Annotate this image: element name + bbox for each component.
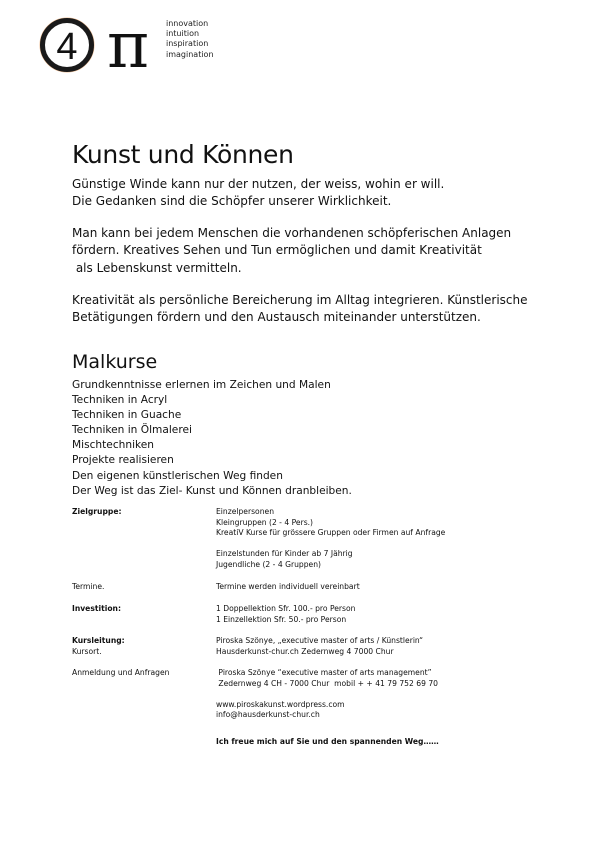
value-line: Einzelpersonen xyxy=(216,507,275,516)
tagline-line: imagination xyxy=(166,49,214,59)
text-line: als Lebenskunst vermitteln. xyxy=(72,260,242,275)
section-heading-malkurse: Malkurse xyxy=(72,351,158,373)
detail-label: Kursleitung: xyxy=(72,636,125,645)
intro-paragraph-2 xyxy=(72,225,511,277)
text-line: Günstige Winde kann nur der nutzen, der weiss, wohin er will. xyxy=(72,177,445,191)
detail-value xyxy=(216,668,438,721)
value-line: 1 Einzellektion Sfr. 50.- pro Person xyxy=(216,614,347,624)
course-item: Techniken in Acryl xyxy=(72,394,168,407)
closing-line: Ich freue mich auf Sie und den spannenden Weg…… xyxy=(216,737,439,746)
detail-label: Anmeldung und Anfragen xyxy=(72,668,170,677)
tagline-line: innovation xyxy=(166,19,209,28)
intro-paragraph-1 xyxy=(72,176,444,211)
detail-value xyxy=(216,507,445,571)
detail-label: Zielgruppe: xyxy=(72,507,122,516)
course-item: Projekte realisieren xyxy=(72,454,174,467)
course-item: Den eigenen künstlerischen Weg finden xyxy=(72,469,283,482)
detail-value: Termine werden individuell vereinbart xyxy=(216,582,360,591)
logo-numeral: 4 xyxy=(56,26,78,68)
value-line: Kleingruppen (2 - 4 Pers.) xyxy=(216,517,314,527)
course-item: Mischtechniken xyxy=(72,439,154,452)
tagline-line: intuition xyxy=(166,29,200,39)
website-link[interactable]: www.piroskakunst.wordpress.com xyxy=(216,699,345,709)
value-line xyxy=(216,689,438,700)
course-item: Techniken in Ölmalerei xyxy=(72,424,192,437)
course-item: Techniken in Guache xyxy=(72,409,182,422)
detail-value xyxy=(216,604,355,625)
course-list xyxy=(72,378,352,499)
detail-label: Termine. xyxy=(72,582,105,591)
email-link[interactable]: info@hausderkunst-chur.ch xyxy=(216,710,320,720)
text-line: fördern. Kreatives Sehen und Tun ermöglichen und damit Kreativität xyxy=(72,243,482,258)
intro-paragraph-3 xyxy=(72,292,528,327)
detail-value xyxy=(216,636,423,657)
page-title: Kunst und Können xyxy=(72,140,294,169)
logo-tagline xyxy=(166,19,214,60)
value-line: Jugendliche (2 - 4 Gruppen) xyxy=(216,559,321,569)
detail-label: Investition: xyxy=(72,604,121,613)
detail-label: Kursort. xyxy=(72,646,102,656)
value-line: Zedernweg 4 CH - 7000 Chur mobil + + 41 79 752 69 70 xyxy=(216,678,438,688)
value-line: Hausderkunst-chur.ch Zedernweg 4 7000 Chur xyxy=(216,646,394,656)
value-line: Einzelstunden für Kinder ab 7 Jährig xyxy=(216,549,353,559)
value-line: Piroska Szönye, „executive master of arts / Künstlerin“ xyxy=(216,636,424,645)
value-line: KreatiV Kurse für grössere Gruppen oder Firmen auf Anfrage xyxy=(216,528,446,538)
tagline-line: inspiration xyxy=(166,39,209,49)
text-line: Die Gedanken sind die Schöpfer unserer Wirklichkeit. xyxy=(72,194,392,209)
value-line: Piroska Szönye “executive master of arts management” xyxy=(216,668,432,677)
logo-4pi xyxy=(36,12,166,76)
course-item: Grundkenntnisse erlernen im Zeichen und Malen xyxy=(72,379,331,391)
text-line: Man kann bei jedem Menschen die vorhandenen schöpferischen Anlagen xyxy=(72,226,512,240)
value-line xyxy=(216,539,445,550)
course-item: Der Weg ist das Ziel- Kunst und Können dranbleiben. xyxy=(72,484,352,497)
value-line: 1 Doppellektion Sfr. 100.- pro Person xyxy=(216,604,356,613)
text-line: Kreativität als persönliche Bereicherung im Alltag integrieren. Künstlerische xyxy=(72,293,528,307)
logo-pi-symbol: π xyxy=(106,12,150,76)
text-line: Betätigungen fördern und den Austausch miteinander unterstützen. xyxy=(72,310,481,325)
